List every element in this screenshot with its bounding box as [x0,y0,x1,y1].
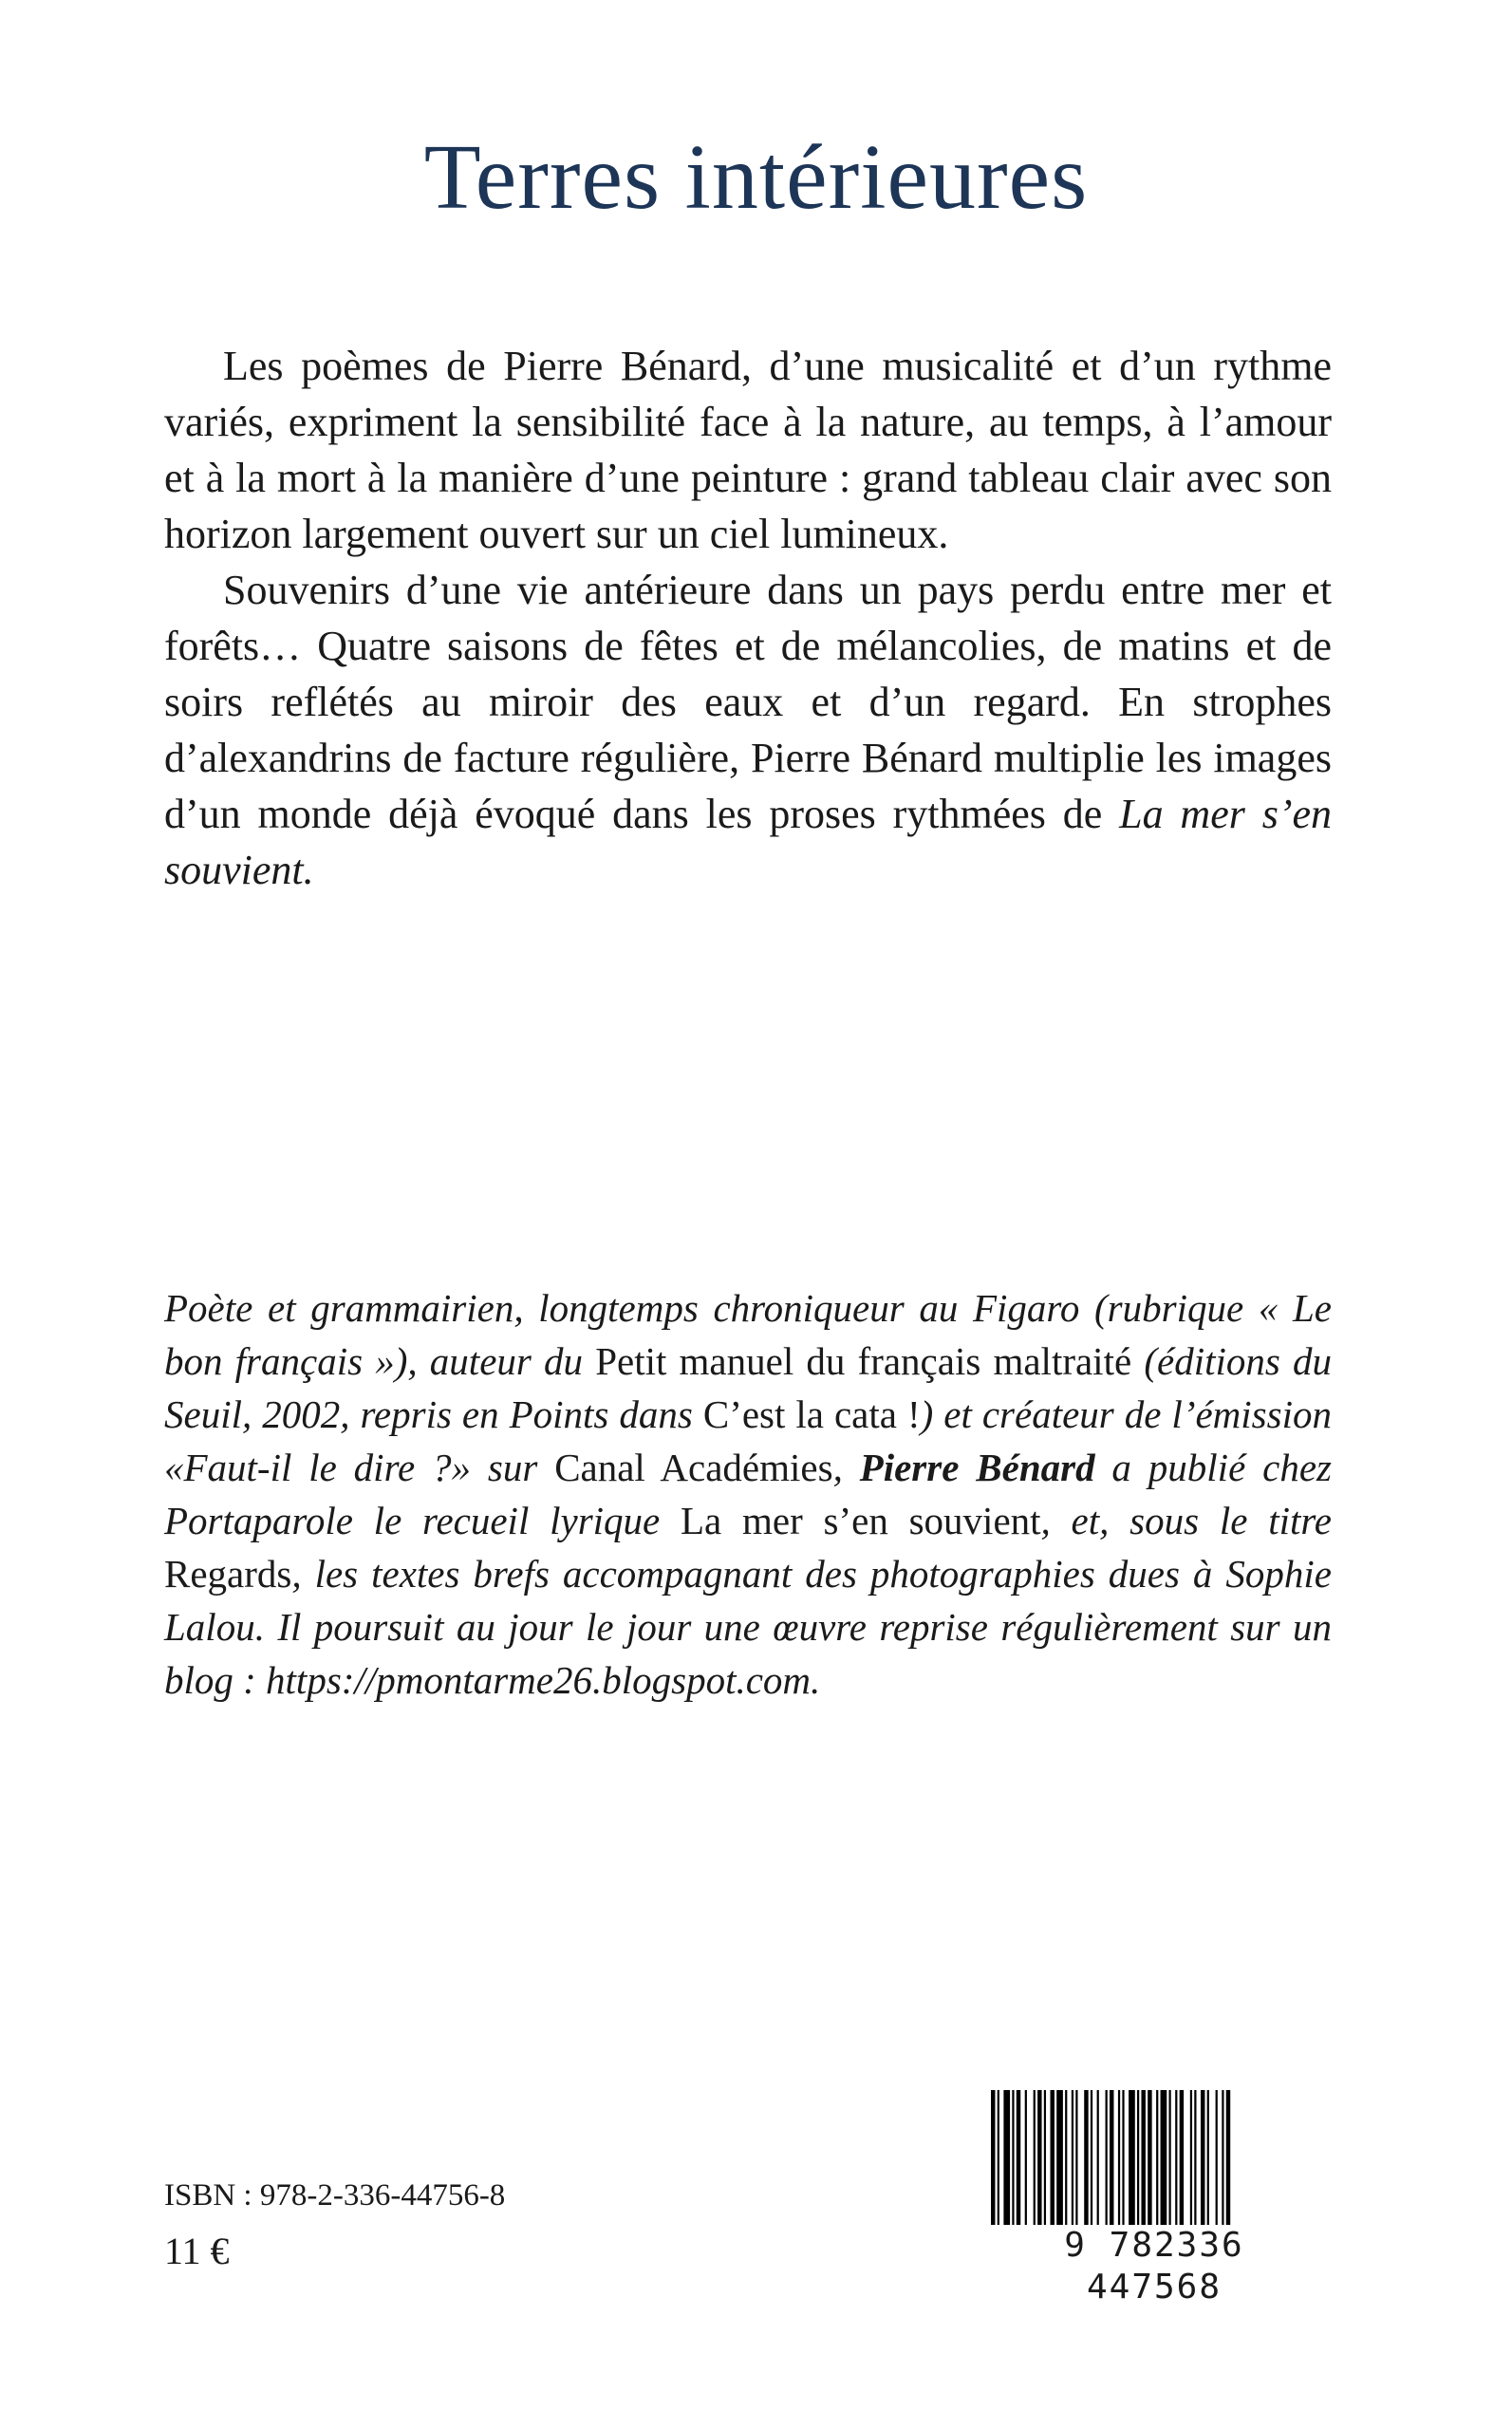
bio-seg-3: (éditions du Seuil, 2002, repris en Points dans [164,1339,1332,1436]
barcode-bar [1222,2090,1223,2232]
barcode-bar [1226,2090,1230,2232]
barcode-bar [1156,2090,1158,2232]
barcode-bar [1075,2090,1077,2232]
barcode-bar [1122,2090,1124,2232]
bio-seg-6: Canal Académies [554,1446,833,1489]
barcode-bar [1168,2090,1170,2232]
barcode-bar [1161,2090,1167,2232]
bio-seg-4: C’est la cata ! [702,1392,921,1436]
price: 11 € [164,2230,230,2272]
barcode-bar [1084,2090,1088,2232]
barcode-bar [1141,2090,1145,2232]
author-bio [164,1281,1332,1707]
blurb-paragraph-2 [164,562,1332,898]
bio-seg-2: Petit manuel du français maltraité [595,1339,1132,1383]
barcode-bar [998,2090,999,2232]
blurb [164,338,1332,898]
barcode-bar [1110,2090,1113,2232]
bio-seg-11: , et, sous le titre [1040,1499,1332,1542]
barcode-bar [1091,2090,1092,2232]
barcode-bar [1072,2090,1073,2232]
barcode-bar [1190,2090,1192,2232]
barcode-bar [1056,2090,1063,2232]
author-bio-paragraph [164,1281,1332,1707]
bio-seg-1: Poète et grammairien, longtemps chroniqueur au Figaro (rubrique « Le bon français »), auteur du [164,1286,1332,1383]
bio-seg-7: , [832,1446,860,1489]
barcode-bar [1003,2090,1010,2232]
barcode-bar [1216,2090,1218,2232]
bio-seg-5: ) et créateur de l’émission «Faut-il le dire ?» sur [164,1392,1332,1489]
barcode-bar [1025,2090,1027,2232]
bio-seg-10: La mer s’en souvient [681,1499,1041,1542]
barcode-bar [1012,2090,1014,2232]
barcode-bar [1137,2090,1139,2232]
blurb-book-reference: La mer s’en souvient. [164,791,1332,893]
barcode-bar [1175,2090,1177,2232]
barcode-digits: 9 782336 447568 [987,2225,1321,2308]
barcode-bar [1180,2090,1184,2232]
blurb-paragraph-2-text: Souvenirs d’une vie antérieure dans un pays perdu entre mer et forêts… Quatre saisons de fêtes et de mélancolies, de matins et de soirs reflétés au miroir des eaux et d’un regard. En strophes d’alexandrins de facture régulière, Pierre Bénard multiplie les images d’un monde déjà évoqué dans les proses rythmées de [164,567,1332,837]
bio-author-name: Pierre Bénard [859,1446,1095,1489]
barcode-bar [1207,2090,1209,2232]
barcode-bar [1148,2090,1151,2232]
barcode-bar [1034,2090,1036,2232]
barcode-bars [987,2090,1321,2232]
barcode-bar [1118,2090,1120,2232]
barcode-bar [1065,2090,1067,2232]
bio-seg-13: , les textes brefs accompagnant des photographies dues à Sophie Lalou. Il poursuit au jour le jour une œuvre reprise régulièrement sur un blog : https://pmontarme26.blogspot.com. [164,1552,1332,1702]
barcode-bar [1106,2090,1108,2232]
barcode-bar [1017,2090,1020,2232]
barcode-bar [1097,2090,1099,2232]
blurb-paragraph-1: Les poèmes de Pierre Bénard, d’une musicalité et d’un rythme variés, expriment la sensibilité face à la nature, au temps, à l’amour et à la mort à la manière d’une peinture : grand tableau clair avec son horizon largement ouvert sur un ciel lumineux. [164,343,1332,557]
barcode-bar [1194,2090,1196,2232]
bio-seg-9: a publié chez Portaparole le recueil lyrique [164,1446,1332,1542]
isbn: ISBN : 978-2-336-44756-8 [164,2178,506,2213]
barcode-bar [1201,2090,1204,2232]
barcode-bar [1037,2090,1041,2232]
barcode-bar [1051,2090,1055,2232]
barcode-bar [1044,2090,1046,2232]
barcode-bar [991,2090,995,2232]
bio-seg-12: Regards [164,1552,292,1596]
barcode-bar [1129,2090,1135,2232]
book-title: Terres intérieures [423,126,1089,229]
